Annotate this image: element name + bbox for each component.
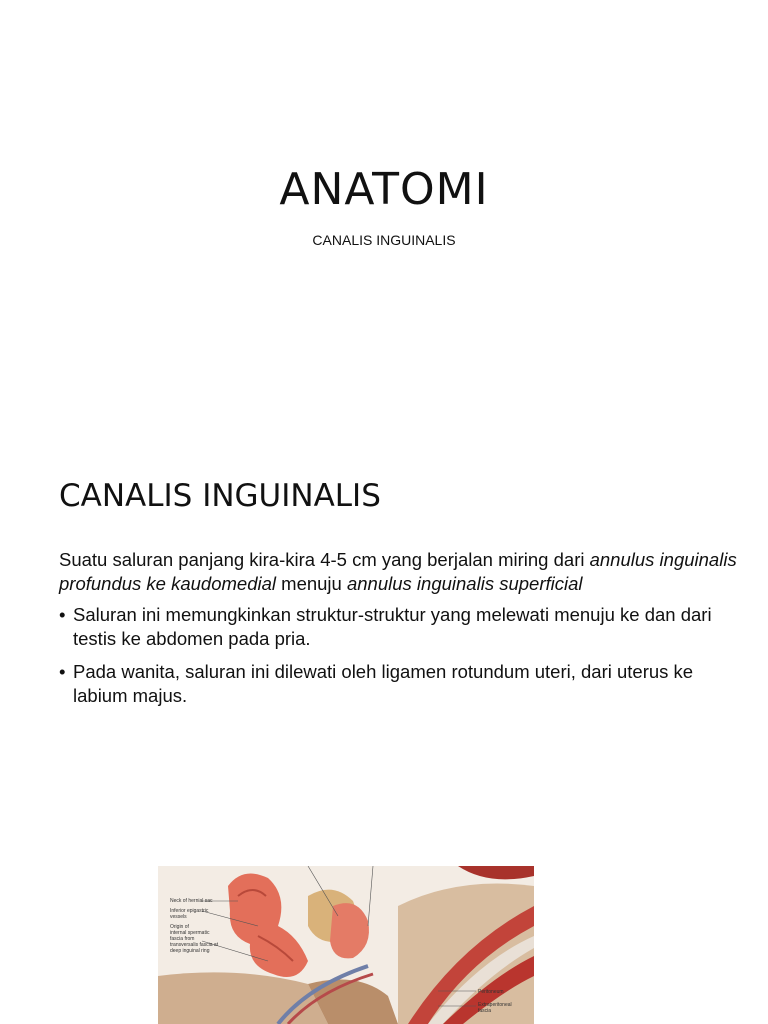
bullet-item <box>59 660 739 708</box>
bullet-text: Pada wanita, saluran ini dilewati oleh ligamen rotundum uteri, dari uterus ke labium majus. <box>73 661 694 706</box>
definition-italic-1: annulus inguinalis profundus ke kaudomedial <box>59 549 737 594</box>
label-inferior-epigastric: Inferior epigastric <box>170 908 209 914</box>
label-deep-inguinal-ring: deep inguinal ring <box>170 948 210 954</box>
label-extraperitoneal: Extraperitoneal <box>478 1002 512 1008</box>
anatomy-illustration <box>158 866 534 1024</box>
bullet-text: Saluran ini memungkinkan struktur-struktur yang melewati menuju ke dan dari testis ke abdomen pada pria. <box>73 604 712 649</box>
label-neck-hernial-sac: Neck of hernial sac <box>170 898 213 904</box>
label-internal-spermatic: internal spermatic <box>170 930 210 936</box>
label-transversalis-fascia: transversalis fascia at <box>170 942 219 948</box>
label-peritoneum: Peritoneum <box>478 989 504 995</box>
label-vessels: vessels <box>170 914 187 920</box>
label-fascia-from: fascia from <box>170 936 195 942</box>
definition-text-2: menuju <box>276 573 347 594</box>
slide-title: ANATOMI <box>279 164 489 215</box>
section-heading: CANALIS INGUINALIS <box>59 478 381 514</box>
definition-italic-2: annulus inguinalis superficial <box>346 573 583 594</box>
bullet-dot: • <box>59 661 66 682</box>
definition-text-1: Suatu saluran panjang kira-kira 4-5 cm yang berjalan miring dari <box>59 549 590 570</box>
bullet-list <box>59 603 739 708</box>
bullet-item <box>59 603 739 651</box>
slide-subtitle: CANALIS INGUINALIS <box>312 232 456 248</box>
bullet-dot: • <box>59 604 66 625</box>
label-origin-of: Origin of <box>170 924 189 930</box>
label-fascia: fascia <box>478 1008 492 1014</box>
anatomy-drawing <box>158 866 534 1024</box>
definition-paragraph <box>59 548 739 596</box>
body-text <box>59 548 739 717</box>
